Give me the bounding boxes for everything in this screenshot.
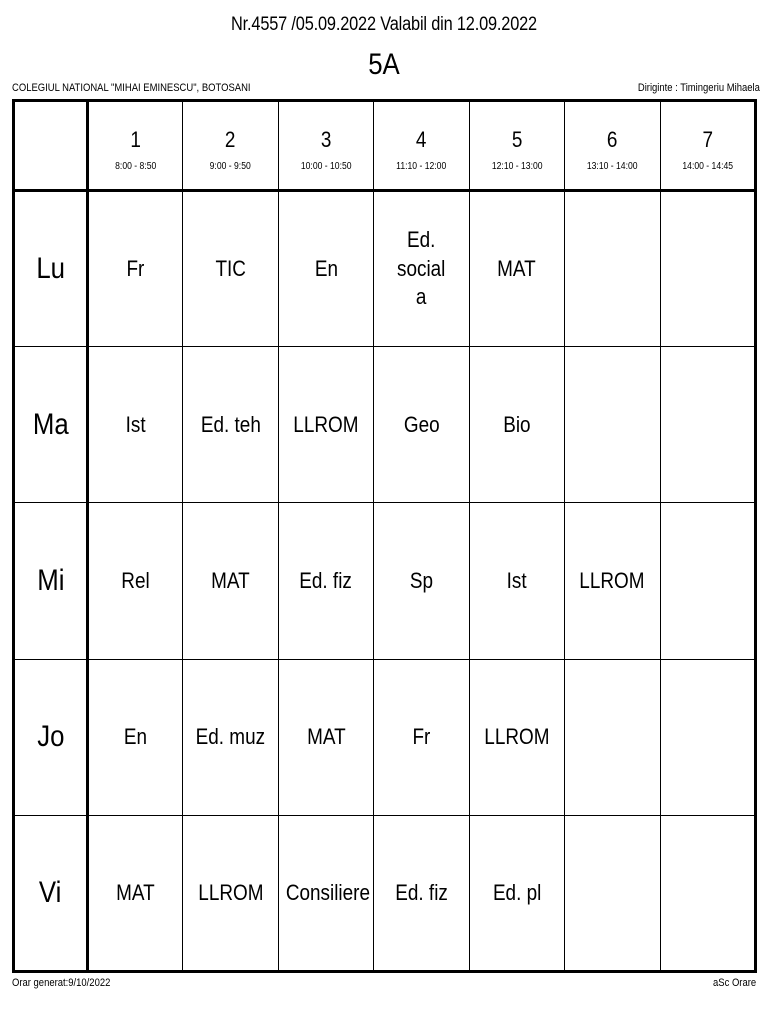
subject: Ist [506, 567, 527, 593]
lesson-cell [469, 815, 564, 971]
periods-header-row [14, 101, 756, 191]
subject: En [314, 255, 338, 281]
lesson-cell [88, 659, 183, 815]
day-cell [14, 191, 88, 347]
period-header [565, 101, 660, 191]
lesson-cell [374, 191, 469, 347]
lesson-cell [374, 503, 469, 659]
subject: MAT [116, 879, 155, 905]
subject: MAT [497, 255, 537, 281]
day-row-lu [14, 191, 756, 347]
subject: Rel [121, 567, 150, 593]
period-header [278, 101, 373, 191]
period-number: 6 [607, 127, 618, 153]
lesson-cell [278, 503, 373, 659]
day-cell [14, 347, 88, 503]
subject: Ed. muz [195, 723, 266, 749]
day-label: Lu [36, 252, 65, 286]
subject: Ed. fiz [299, 567, 353, 593]
subject: Ed. teh [200, 411, 261, 437]
lesson-cell [469, 503, 564, 659]
period-number: 1 [130, 127, 141, 153]
period-time: 12:10 - 13:00 [491, 161, 543, 173]
lesson-cell [278, 659, 373, 815]
subject: MAT [306, 723, 346, 749]
period-number: 3 [320, 127, 332, 153]
lesson-cell [183, 347, 278, 503]
lesson-cell [88, 815, 183, 971]
day-label: Mi [36, 564, 65, 598]
period-time: 11:10 - 12:00 [396, 161, 447, 173]
lesson-cell [183, 191, 278, 347]
lesson-cell [183, 815, 278, 971]
subject: LLROM [484, 723, 550, 749]
day-cell [14, 659, 88, 815]
lesson-cell [660, 347, 755, 503]
lesson-cell [660, 815, 755, 971]
period-header [469, 101, 564, 191]
subject: Fr [126, 255, 145, 281]
lesson-cell [660, 191, 755, 347]
subject: Ist [125, 411, 146, 437]
day-row-ma [14, 347, 756, 503]
lesson-cell [469, 347, 564, 503]
day-row-jo [14, 659, 756, 815]
subject: En [124, 723, 148, 749]
subject: Bio [503, 411, 531, 437]
lesson-cell [374, 815, 469, 971]
day-label: Vi [39, 875, 62, 909]
subject: Ed. pl [492, 879, 542, 905]
timetable [12, 99, 757, 973]
day-label: Ma [32, 407, 69, 441]
lesson-cell [278, 815, 373, 971]
period-header [660, 101, 755, 191]
lesson-cell [88, 347, 183, 503]
period-time: 14:00 - 14:45 [681, 161, 733, 173]
software-credit: aSc Orare [712, 977, 756, 989]
lesson-cell [88, 503, 183, 659]
period-time: 10:00 - 10:50 [300, 161, 352, 173]
lesson-cell [278, 347, 373, 503]
day-row-mi [14, 503, 756, 659]
lesson-cell [88, 191, 183, 347]
period-number: 7 [701, 127, 713, 153]
lesson-cell [660, 659, 755, 815]
lesson-cell [374, 347, 469, 503]
subject: LLROM [198, 879, 264, 905]
period-header [88, 101, 183, 191]
period-header [374, 101, 469, 191]
subject: Ed. fiz [395, 879, 448, 905]
period-time: 8:00 - 8:50 [115, 161, 157, 173]
lesson-cell [183, 503, 278, 659]
day-cell [14, 815, 88, 971]
subject: Ed. social a [397, 227, 446, 310]
school-name: COLEGIUL NATIONAL "MIHAI EMINESCU", BOTOSANI [12, 82, 251, 94]
period-number: 5 [511, 127, 523, 153]
lesson-cell [374, 659, 469, 815]
subject: LLROM [293, 411, 359, 437]
day-row-vi [14, 815, 756, 971]
lesson-cell [565, 347, 660, 503]
period-number: 2 [225, 127, 236, 153]
class-teacher: Diriginte : Timingeriu Mihaela [638, 82, 760, 94]
generated-date: Orar generat:9/10/2022 [12, 977, 111, 989]
subject: Fr [412, 723, 431, 749]
lesson-cell [565, 503, 660, 659]
subject: Sp [409, 567, 434, 593]
subject: MAT [211, 567, 250, 593]
lesson-cell [565, 659, 660, 815]
day-cell [14, 503, 88, 659]
subject: LLROM [579, 567, 645, 593]
lesson-cell [469, 659, 564, 815]
period-header [183, 101, 278, 191]
period-time: 13:10 - 14:00 [586, 161, 638, 173]
lesson-cell [565, 815, 660, 971]
lesson-cell [183, 659, 278, 815]
lesson-cell [660, 503, 755, 659]
document-number-line: Nr.4557 /05.09.2022 Valabil din 12.09.2022 [231, 14, 537, 35]
subject: Geo [403, 411, 440, 437]
lesson-cell [278, 191, 373, 347]
day-label: Jo [36, 720, 65, 754]
period-number: 4 [416, 127, 427, 153]
lesson-cell [565, 191, 660, 347]
class-name: 5A [368, 48, 400, 81]
subject: TIC [215, 255, 246, 281]
period-time: 9:00 - 9:50 [210, 161, 252, 173]
lesson-cell [469, 191, 564, 347]
subject: Consiliere [285, 879, 370, 905]
corner-cell [14, 101, 88, 191]
